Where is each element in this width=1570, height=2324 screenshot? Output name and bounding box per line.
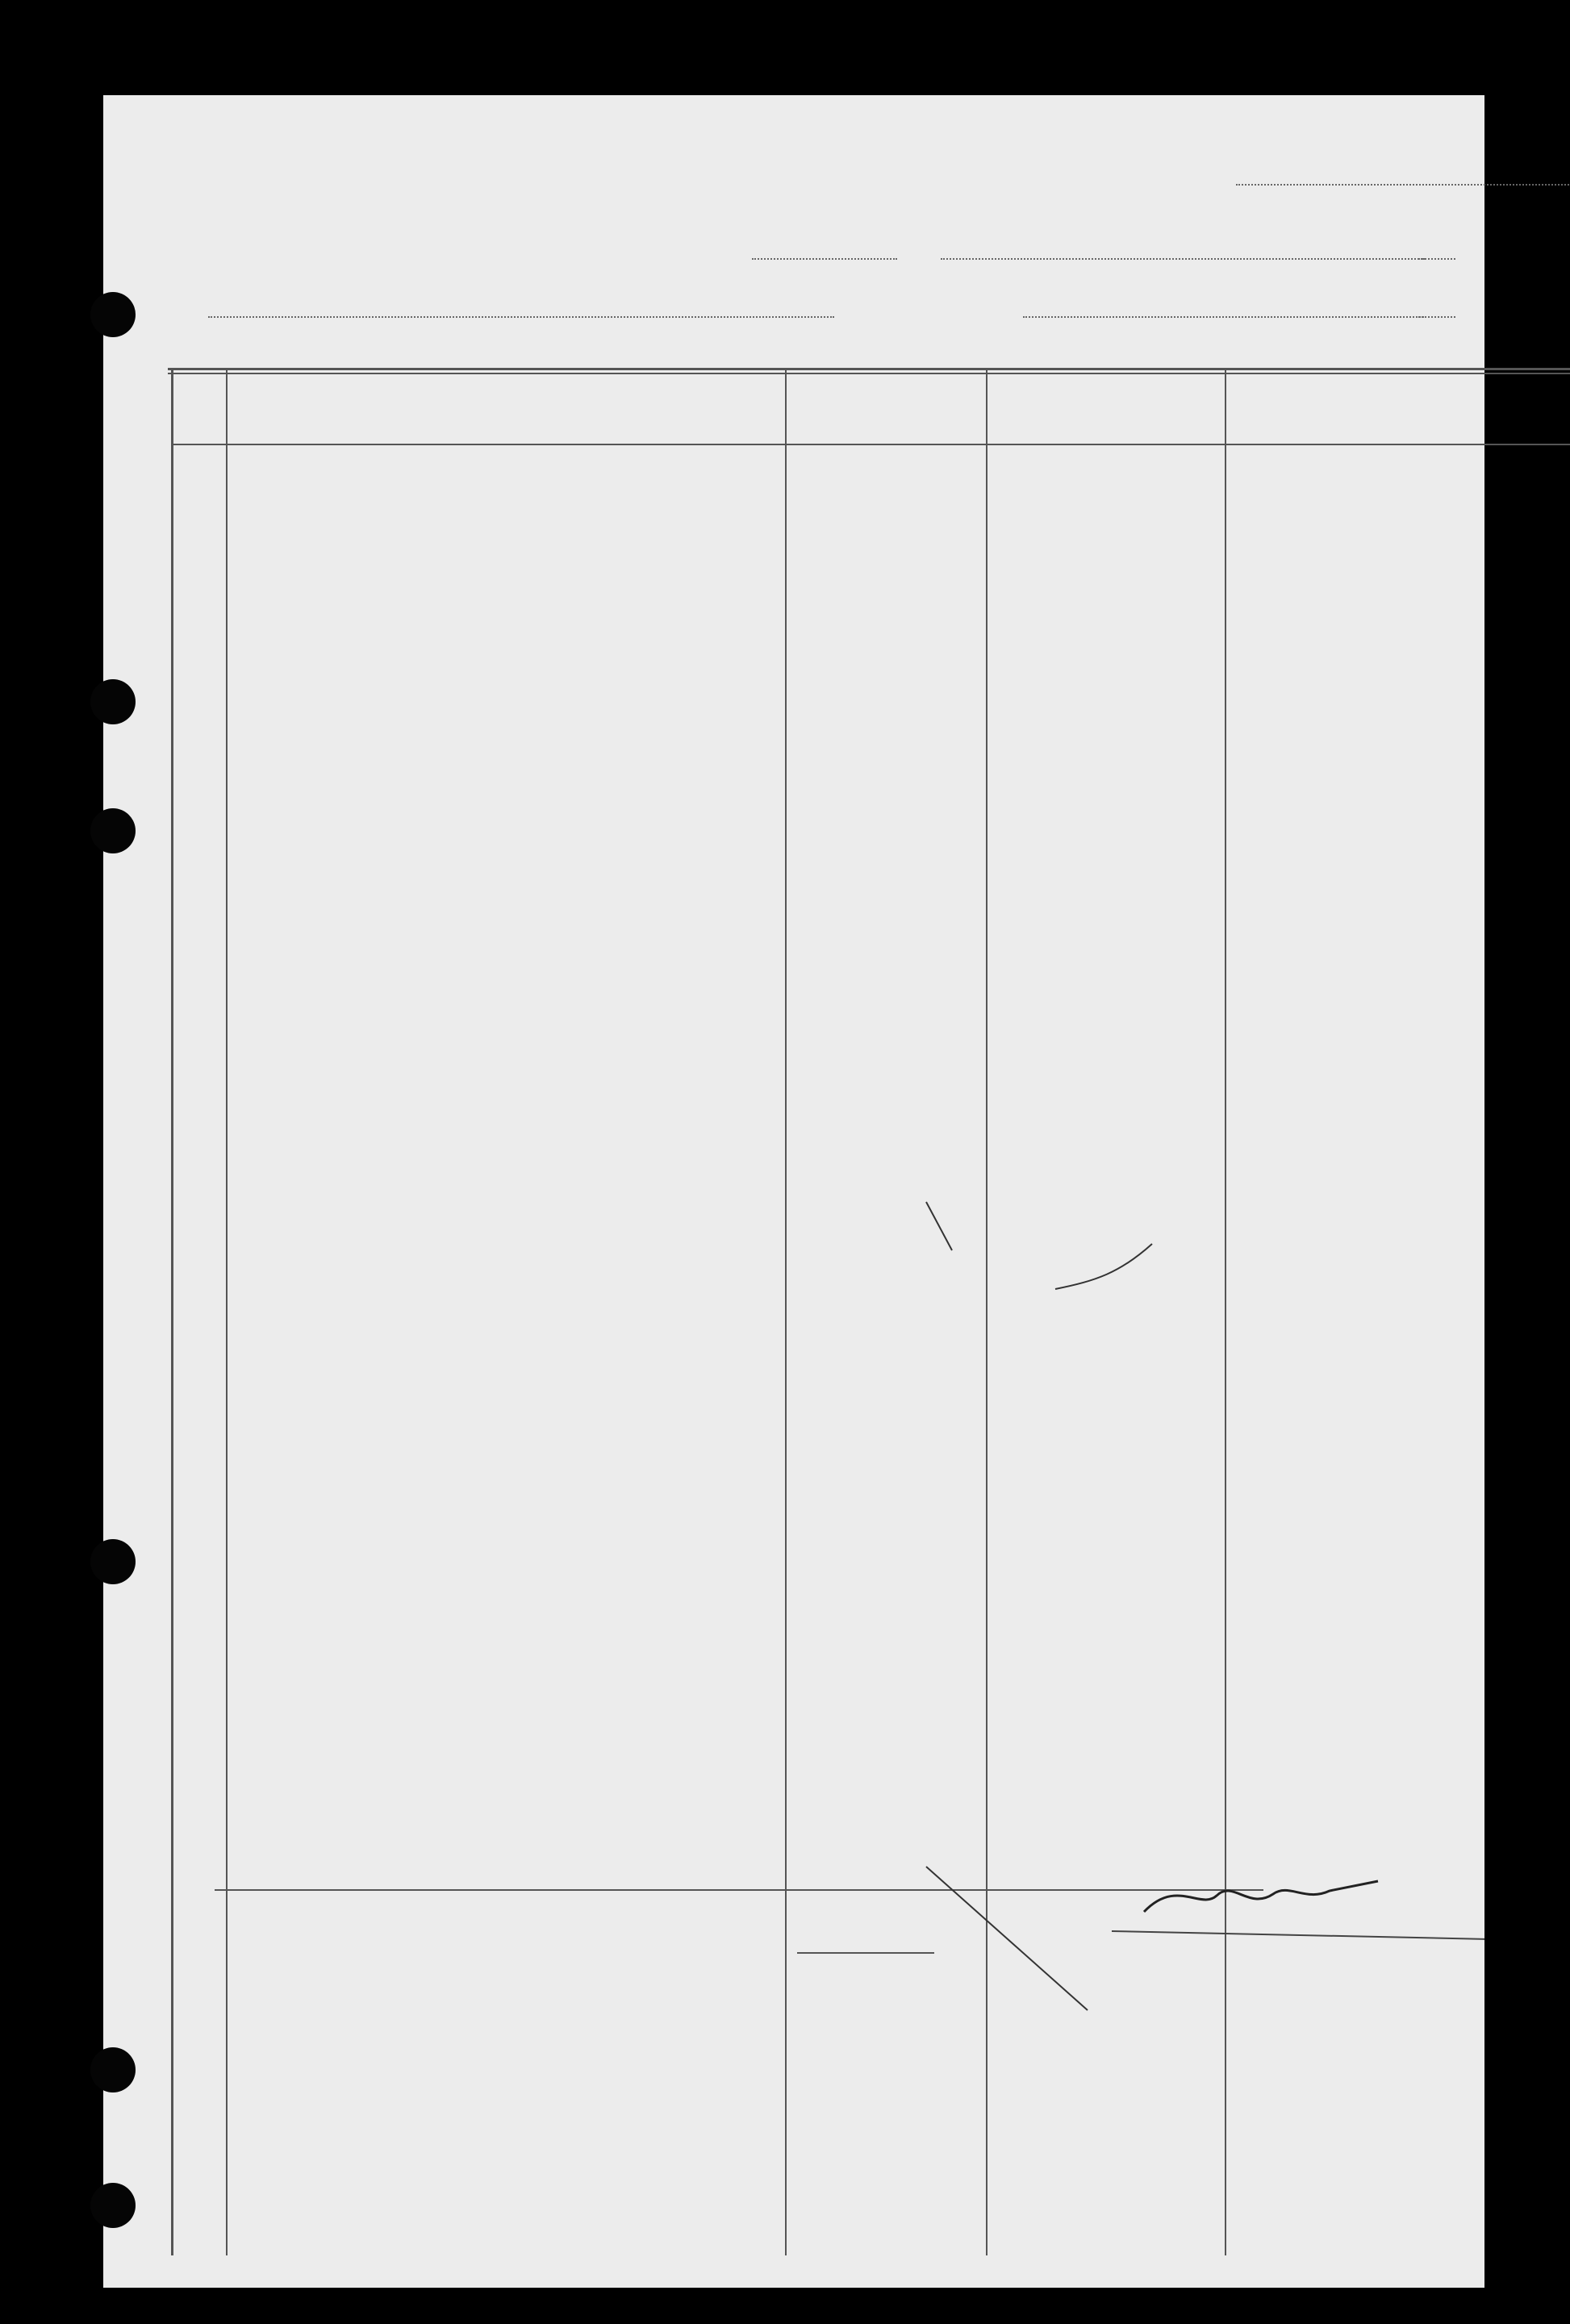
table-top-rule-2: [168, 373, 1570, 374]
table-top-rule: [168, 368, 1570, 370]
pencil-stroke: [926, 1867, 1088, 2010]
punch-hole: [90, 679, 136, 724]
col-rule-baggage: [1225, 368, 1226, 2255]
year2-rule: [1418, 316, 1455, 318]
manifest-no-rule: [1236, 184, 1570, 186]
signature-scrawl: [1144, 1881, 1378, 1912]
year-rule: [1418, 258, 1455, 260]
signature-underline: [1112, 1931, 1484, 1939]
punch-hole: [90, 2047, 136, 2092]
punch-hole: [90, 292, 136, 337]
pencil-dash: [1055, 1244, 1152, 1289]
handwritten-marks: [103, 95, 1484, 2288]
manifest-page: [103, 95, 1484, 2288]
col-rule-line: [226, 368, 228, 2255]
from-rule: [941, 258, 1425, 260]
table-left-rule: [171, 368, 173, 2255]
pencil-tick: [926, 1202, 952, 1250]
punch-hole: [90, 808, 136, 853]
col-rule-name: [785, 368, 787, 2255]
class-rule: [752, 258, 897, 260]
punch-hole: [90, 2183, 136, 2228]
arriving-rule: [1023, 316, 1426, 318]
header-bottom-rule: [171, 444, 1570, 445]
punch-hole: [90, 1539, 136, 1584]
total-rule: [797, 1952, 934, 1954]
closing-rule: [215, 1889, 1263, 1891]
vessel-rule: [208, 316, 834, 318]
col-rule-doc: [986, 368, 988, 2255]
